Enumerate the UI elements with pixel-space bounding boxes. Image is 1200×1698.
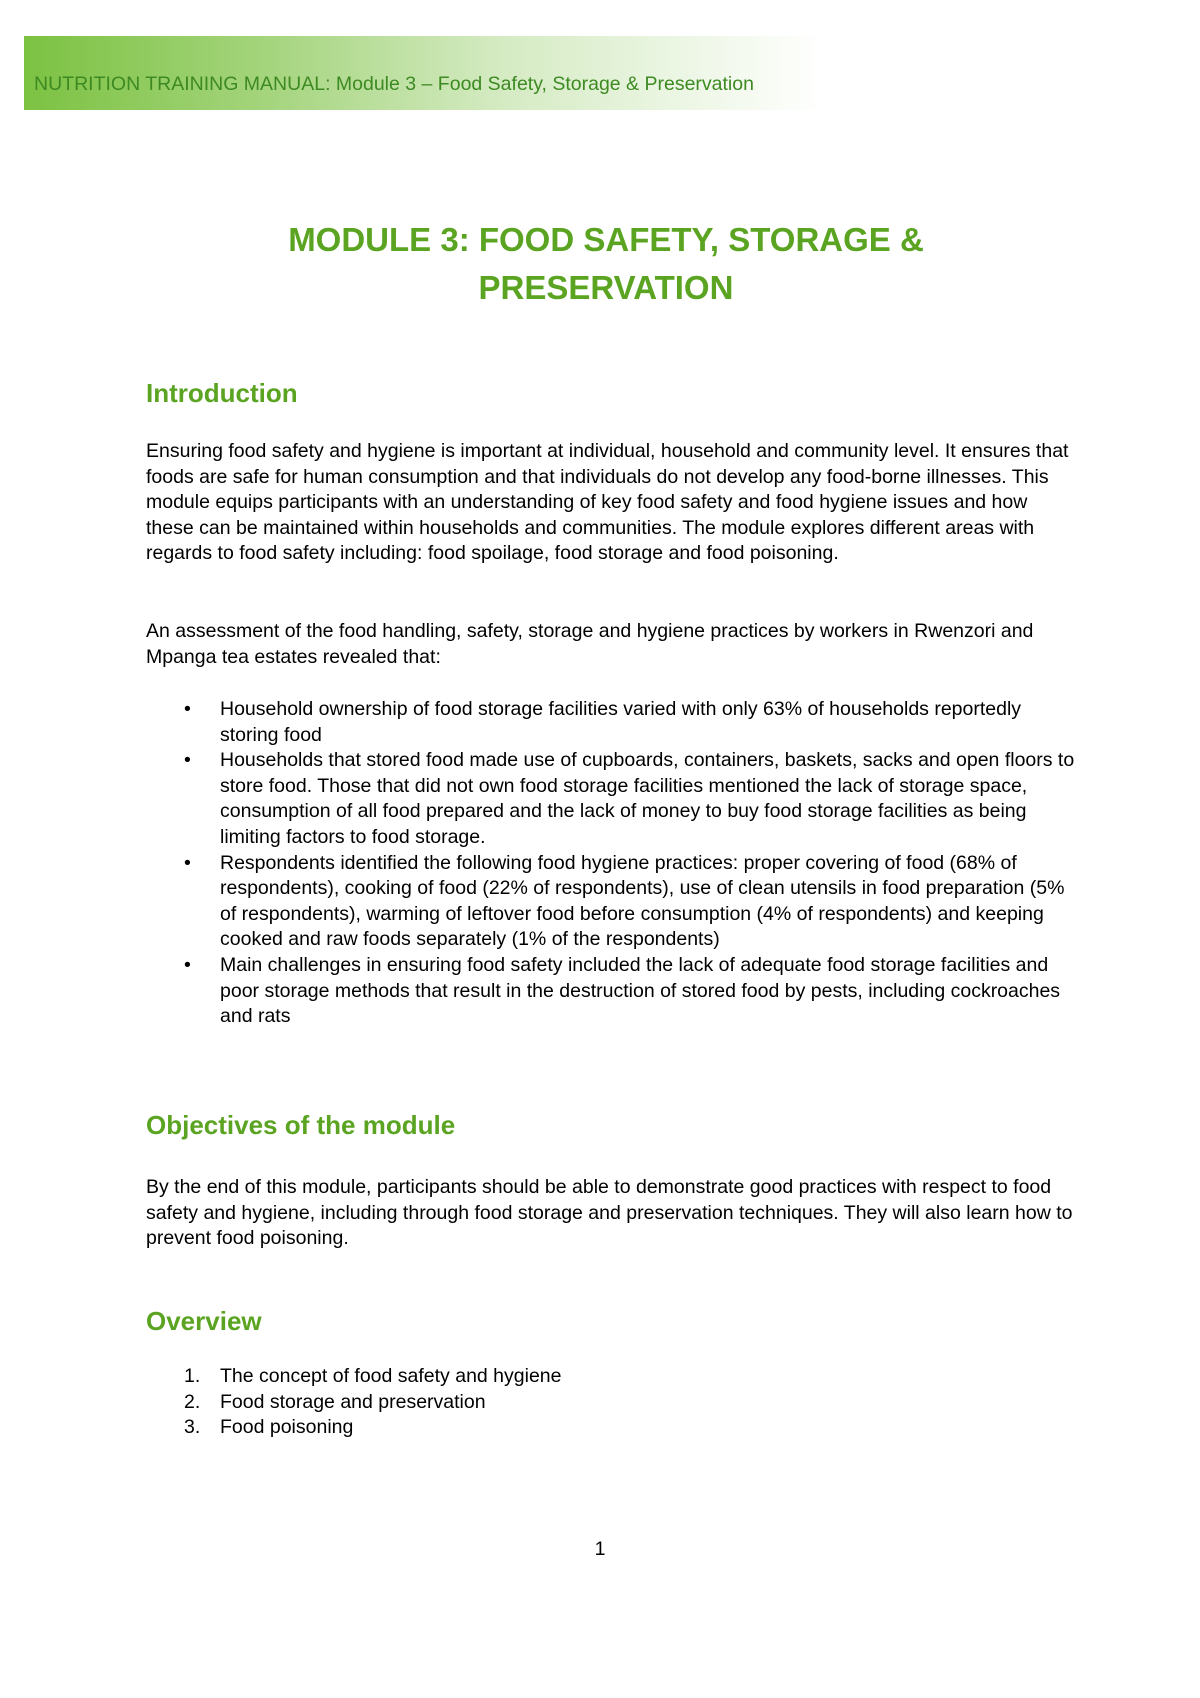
bullet-icon: • [184,851,191,874]
bullet-icon: • [184,698,191,720]
list-number: 2. [184,1390,201,1413]
introduction-paragraph-2: An assessment of the food handling, safety, storage and hygiene practices by workers in Rwenzori and Mpanga tea estates revealed that: [146,620,1034,668]
list-item [146,1364,1076,1390]
list-item [146,953,1076,1030]
bullet-icon: • [184,749,191,772]
list-number: 3. [184,1416,201,1439]
running-header: NUTRITION TRAINING MANUAL: Module 3 – Food Safety, Storage & Preservation [34,73,754,95]
list-number: 1. [184,1365,201,1387]
list-item [146,851,1076,953]
list-item [146,1415,1076,1441]
page-title-line-1: MODULE 3: FOOD SAFETY, STORAGE & [288,221,924,258]
bullet-text: Households that stored food made use of cupboards, containers, baskets, sacks and open floors to store food. Those that did not own food storage facilities mentioned the lack of storage space, consumption of all food prepared and the lack of money to buy food storage facilities as being limiting factors to food storage. [220,749,1075,848]
page-title-line-2: PRESERVATION [478,269,734,306]
bullet-text: Main challenges in ensuring food safety included the lack of adequate food storage facilities and poor storage methods that result in the destruction of stored food by pests, including cockroaches and rats [220,953,1061,1028]
overview-heading: Overview [146,1306,262,1336]
list-item [146,748,1076,850]
objectives-paragraph: By the end of this module, participants should be able to demonstrate good practices with respect to food safety and hygiene, including through food storage and preservation techniques. They will also learn how to prevent food poisoning. [146,1176,1073,1250]
findings-bullet-list [146,697,1076,1030]
introduction-heading: Introduction [146,378,298,408]
objectives-heading: Objectives of the module [146,1110,456,1140]
introduction-paragraph-1: Ensuring food safety and hygiene is important at individual, household and community level. It ensures that foods are safe for human consumption and that individuals do not develop any food-borne illnesses. This module equips participants with an understanding of key food safety and food hygiene issues and how these can be maintained within households and communities. The module explores different areas with regards to food safety including: food spoilage, food storage and food poisoning. [146,440,1069,565]
list-item [146,1390,1076,1416]
list-item-text: Food poisoning [220,1416,354,1439]
page-title [146,216,1066,312]
list-item-text: The concept of food safety and hygiene [220,1365,562,1387]
bullet-icon: • [184,953,191,976]
list-item [146,697,1076,748]
list-item-text: Food storage and preservation [220,1390,486,1413]
bullet-text: Respondents identified the following food hygiene practices: proper covering of food (68% of respondents), cooking of food (22% of respondents), use of clean utensils in food preparation (5% of respondents), warming of leftover food before consumption (4% of respondents) and keeping cooked and raw foods separately (1% of the respondents) [220,851,1065,951]
overview-numbered-list [146,1364,1076,1441]
page-number: 1 [594,1538,606,1560]
bullet-text: Household ownership of food storage facilities varied with only 63% of households reportedly storing food [220,698,1022,746]
